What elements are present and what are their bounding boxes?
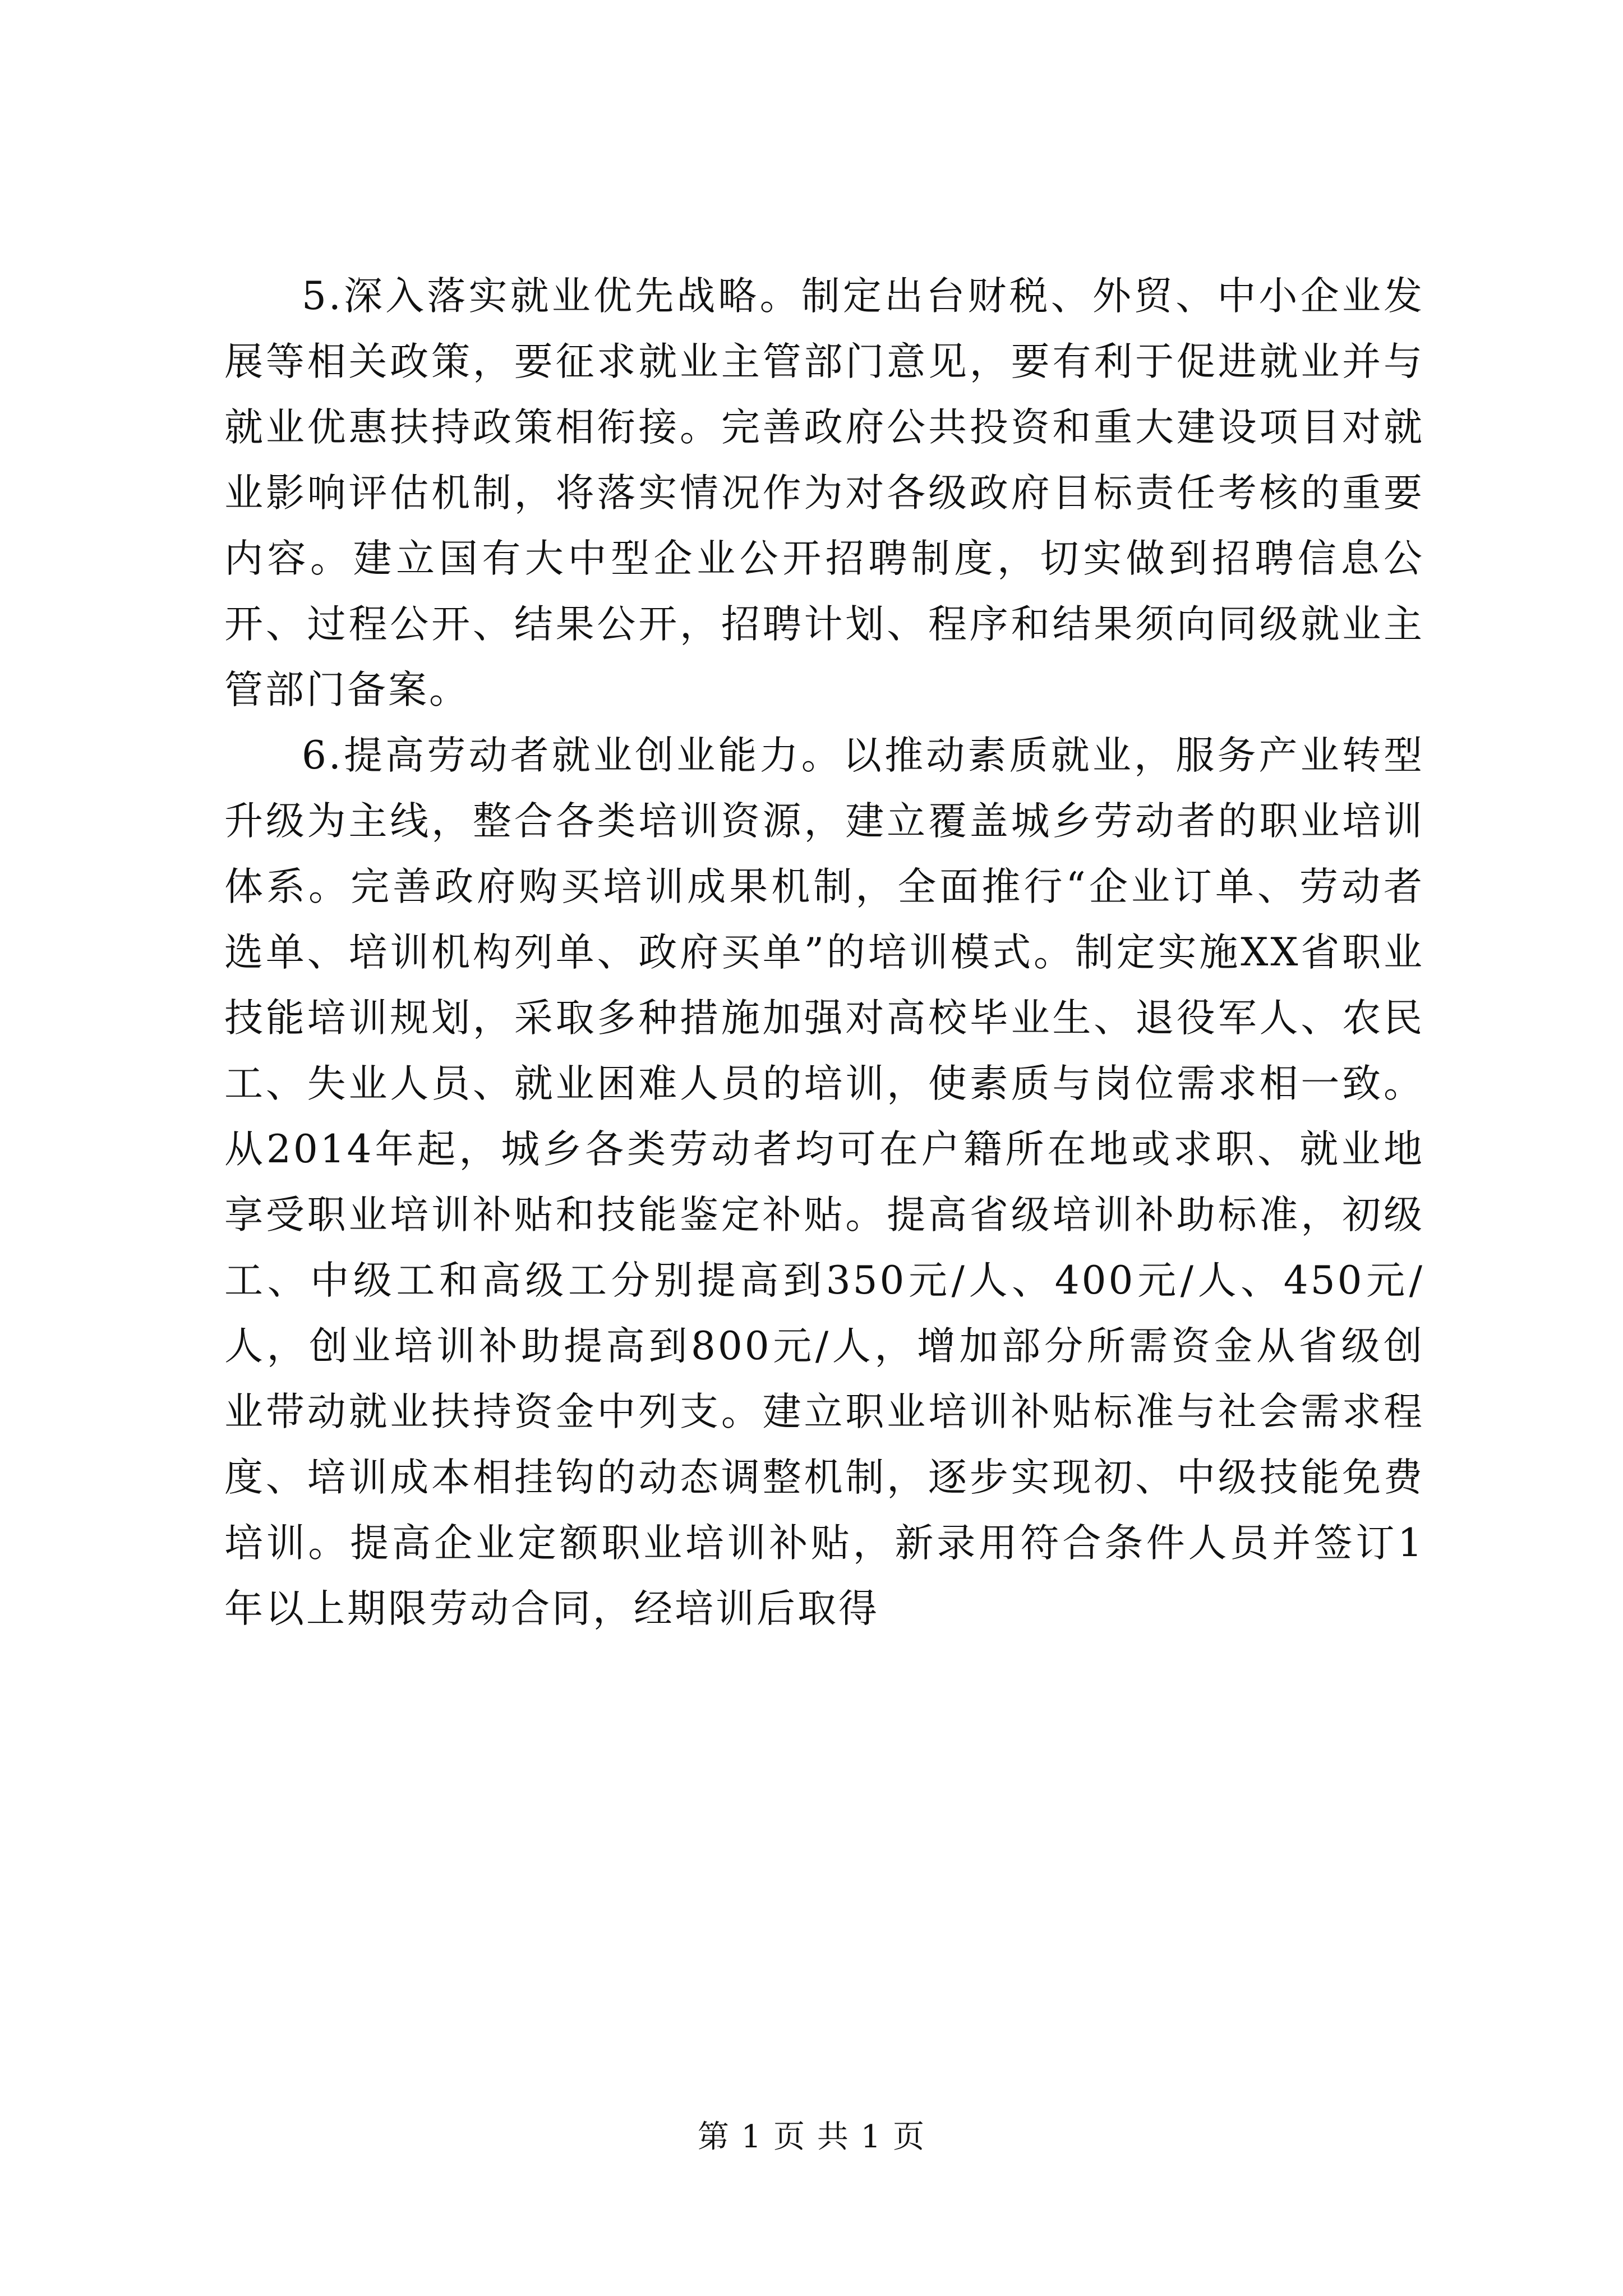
page-footer: 第 1 页 共 1 页 xyxy=(697,2119,926,2155)
paragraph-employment-priority: 5.深入落实就业优先战略。制定出台财税、外贸、中小企业发展等相关政策，要征求就业主管部门意见，要有利于促进就业并与就业优惠扶持政策相衔接。完善政府公共投资和重大建设项目对就业影响评估机制，将落实情况作为对各级政府目标责任考核的重要内容。建立国有大中型企业公开招聘制度，切实做到招聘信息公开、过程公开、结果公开，招聘计划、程序和结果须向同级就业主管部门备案。 xyxy=(224,274,1424,712)
document-body xyxy=(224,264,1424,1642)
paragraph-worker-training: 6.提高劳动者就业创业能力。以推动素质就业，服务产业转型升级为主线，整合各类培训资源，建立覆盖城乡劳动者的职业培训体系。完善政府购买培训成果机制，全面推行“企业订单、劳动者选单、培训机构列单、政府买单”的培训模式。制定实施XX省职业技能培训规划，采取多种措施加强对高校毕业生、退役军人、农民工、失业人员、就业困难人员的培训，使素质与岗位需求相一致。从2014年起，城乡各类劳动者均可在户籍所在地或求职、就业地享受职业培训补贴和技能鉴定补贴。提高省级培训补助标准，初级工、中级工和高级工分别提高到350元/人、400元/人、450元/人，创业培训补助提高到800元/人，增加部分所需资金从省级创业带动就业扶持资金中列支。建立职业培训补贴标准与社会需求程度、培训成本相挂钩的动态调整机制，逐步实现初、中级技能免费培训。提高企业定额职业培训补贴，新录用符合条件人员并签订1年以上期限劳动合同，经培训后取得 xyxy=(224,733,1424,1631)
